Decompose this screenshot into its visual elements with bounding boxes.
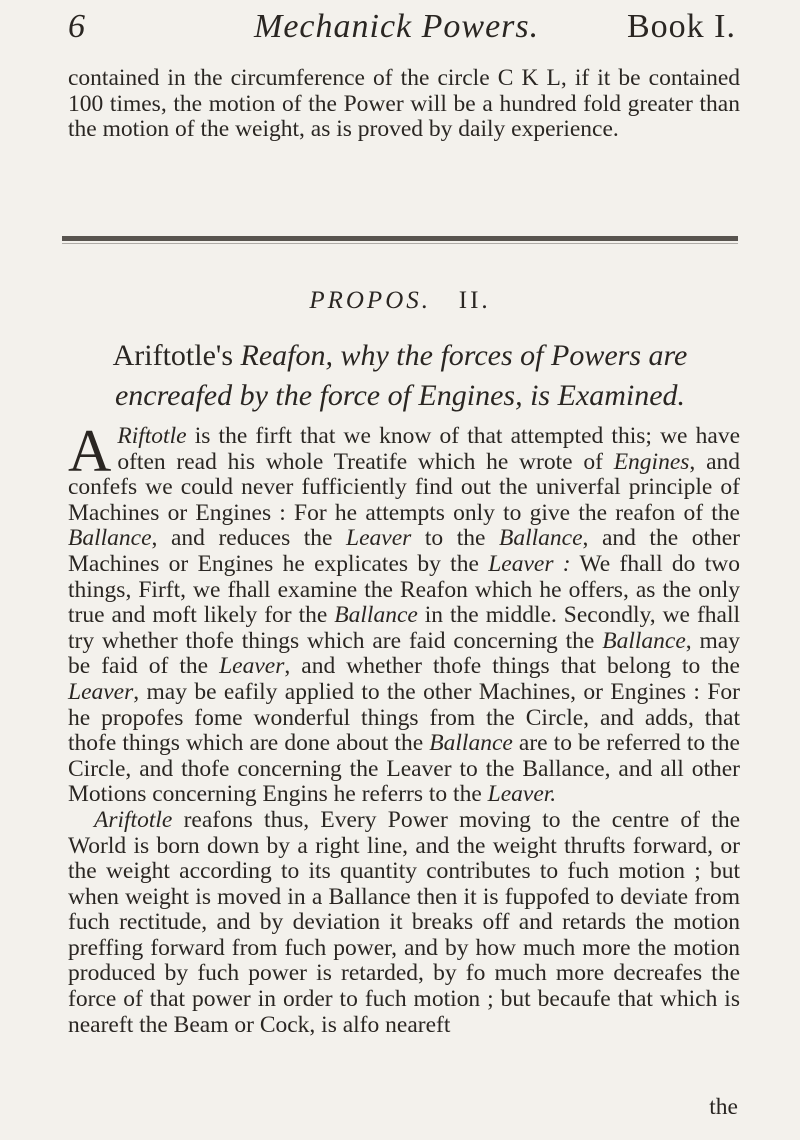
- text-run: Leaver: [346, 525, 412, 552]
- text-run: Ballance: [334, 602, 418, 629]
- section-rule: [62, 236, 738, 241]
- text-run: Ballance: [68, 525, 152, 552]
- text-run: Ballance: [498, 525, 583, 552]
- text-run: Ballance: [602, 627, 686, 654]
- text-run: Leaver: [219, 653, 285, 680]
- text-run: Riftotle: [117, 423, 187, 449]
- main-text: [68, 418, 741, 1038]
- text-run: , and reduces the: [151, 525, 347, 552]
- text-run: Leaver :: [488, 550, 571, 577]
- text-run: , and whether thofe things that belong to the: [284, 653, 740, 680]
- text-run: , may be eafily applied to the other Machines, or Engines : For he propofes fome wonderful things from the Circle, and adds, that thofe things which are done about the: [68, 678, 740, 757]
- proposition-heading: [70, 336, 730, 416]
- catchword: the: [709, 1094, 738, 1120]
- page-number: 6: [68, 8, 85, 45]
- text-run: Leaver.: [487, 781, 557, 808]
- text-run: Ballance: [429, 730, 513, 757]
- text-run: are to be referred to the Circle, and thofe concerning the Leaver to the Ballance, and all other Motions concerning Engins he referrs to the: [68, 730, 740, 808]
- proposition-word: PROPOS.: [309, 287, 431, 314]
- running-head: [68, 8, 736, 56]
- proposition-number: II.: [458, 287, 491, 314]
- text-run: reafons thus, Every Power moving to the centre of the World is born down by a right line, and the weight thrufts forward, or the weight according to its quantity contributes to fuch motion ; but when weight is moved in a Ballance then it is fuppofed to deviate from fuch rectitude, and by deviation it breaks off and retards the motion preffing forward from fuch power, and by how much more the motion produced by fuch power is retarded, by fo much more decreafes the force of that power in order to fuch motion ; but becaufe that which is neareft the Beam or Cock, is alfo neareft: [68, 806, 740, 1038]
- drop-cap: A: [68, 418, 112, 484]
- section-rule-thin: [62, 243, 738, 244]
- paragraph-aristotle-engines: [68, 418, 741, 808]
- heading-rest: Reafon, why the forces of Powers are encreafed by the force of Engines, is Examined.: [114, 339, 688, 412]
- proposition-label: [0, 287, 800, 315]
- text-run: , and the other Machines or Engines he explicates by the: [68, 525, 740, 577]
- running-title: Mechanick Powers.: [254, 8, 540, 45]
- text-run: is the firft that we know of that attempted this; we have often read his whole Treatife which he wrote of: [117, 423, 740, 475]
- text-run: We fhall do two things, Firft, we fhall examine the Reafon which he offers, as the only true and moft likely for the: [68, 550, 740, 629]
- heading-name: Ariftotle's: [112, 339, 233, 372]
- text-run: Ariftotle: [94, 806, 173, 833]
- text-run: , may be faid of the: [68, 627, 740, 680]
- text-run: Leaver: [68, 678, 134, 705]
- text-run: Engines: [613, 448, 690, 475]
- paragraph-aristotle-reasons: [68, 808, 740, 1038]
- intro-paragraph: [68, 66, 740, 143]
- text-run: , and confefs we could never fufficiently find out the univerfal principle of Machines or Engines : For he attempts only to give the reafon of the: [68, 448, 741, 526]
- book-number: Book I.: [627, 8, 736, 45]
- text-run: to the: [411, 525, 499, 552]
- intro-text: contained in the circumference of the circle C K L, if it be contained 100 times, the motion of the Power will be a hundred fold greater than the motion of the weight, as is proved by daily experience.: [68, 65, 740, 143]
- text-run: in the middle. Secondly, we fhall try whether thofe things which are faid concerning the: [68, 602, 741, 654]
